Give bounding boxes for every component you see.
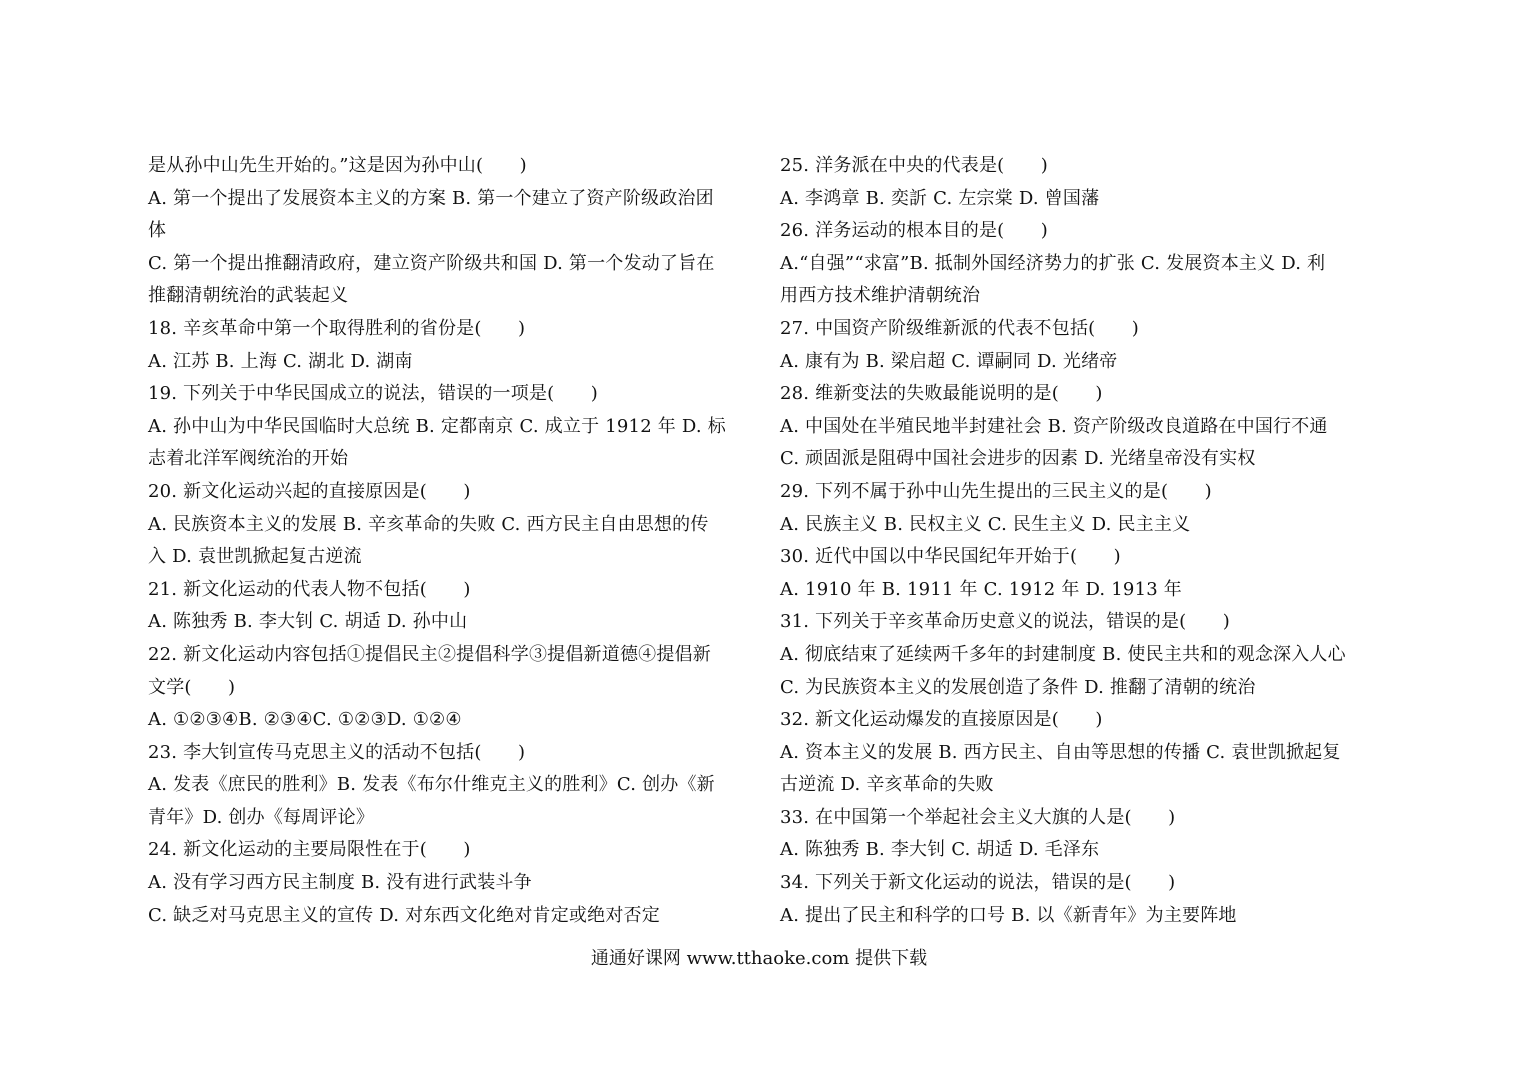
text-line: C. 缺乏对马克思主义的宣传 D. 对东西文化绝对肯定或绝对否定 [148, 904, 660, 926]
text-line: 25. 洋务派在中央的代表是( ) [780, 155, 1048, 176]
left-column [148, 150, 748, 932]
text-line: C. 顽固派是阻碍中国社会进步的因素 D. 光绪皇帝没有实权 [780, 448, 1256, 470]
text-line: 推翻清朝统治的武装起义 [148, 285, 349, 307]
text-line: 是从孙中山先生开始的。”这是因为孙中山( ) [148, 155, 527, 176]
text-line: 志着北洋军阀统治的开始 [148, 448, 349, 470]
text-line: A. 民族主义 B. 民权主义 C. 民生主义 D. 民主主义 [780, 513, 1191, 535]
text-line: A. 提出了民主和科学的口号 B. 以《新青年》为主要阵地 [780, 904, 1237, 926]
text-line: A. 陈独秀 B. 李大钊 C. 胡适 D. 毛泽东 [780, 839, 1100, 861]
text-line: 文学( ) [148, 676, 236, 698]
footer-text: 通通好课网 www.tthaoke.com 提供下载 [590, 948, 928, 969]
text-line: 入 D. 袁世凯掀起复古逆流 [148, 546, 362, 568]
text-line: 30. 近代中国以中华民国纪年开始于( ) [780, 546, 1121, 568]
text-line: A. 李鸿章 B. 奕訢 C. 左宗棠 D. 曾国藩 [780, 187, 1100, 209]
text-line: 27. 中国资产阶级维新派的代表不包括( ) [780, 317, 1139, 339]
text-line: 19. 下列关于中华民国成立的说法，错误的一项是( ) [148, 383, 598, 405]
text-line: A. 没有学习西方民主制度 B. 没有进行武装斗争 [148, 872, 532, 894]
text-line: A. 资本主义的发展 B. 西方民主、自由等思想的传播 C. 袁世凯掀起复 [780, 741, 1341, 763]
text-line: 33. 在中国第一个举起社会主义大旗的人是( ) [780, 806, 1176, 828]
text-line: A. 第一个提出了发展资本主义的方案 B. 第一个建立了资产阶级政治团 [148, 187, 714, 209]
text-line: 24. 新文化运动的主要局限性在于( ) [148, 839, 471, 861]
text-line: A. 中国处在半殖民地半封建社会 B. 资产阶级改良道路在中国行不通 [780, 415, 1328, 437]
text-line: 32. 新文化运动爆发的直接原因是( ) [780, 709, 1103, 731]
text-line: A. 江苏 B. 上海 C. 湖北 D. 湖南 [148, 350, 413, 372]
text-line: C. 为民族资本主义的发展创造了条件 D. 推翻了清朝的统治 [780, 676, 1256, 698]
text-line: 28. 维新变法的失败最能说明的是( ) [780, 383, 1103, 405]
text-line: 29. 下列不属于孙中山先生提出的三民主义的是( ) [780, 480, 1212, 502]
text-line: 26. 洋务运动的根本目的是( ) [780, 220, 1048, 242]
text-line: 青年》D. 创办《每周评论》 [148, 806, 375, 828]
right-column [780, 150, 1380, 932]
text-line: A. ①②③④B. ②③④C. ①②③D. ①②④ [148, 709, 462, 731]
text-line: 20. 新文化运动兴起的直接原因是( ) [148, 480, 471, 502]
text-line: A. 陈独秀 B. 李大钊 C. 胡适 D. 孙中山 [148, 611, 468, 633]
text-line: 22. 新文化运动内容包括①提倡民主②提倡科学③提倡新道德④提倡新 [148, 643, 711, 665]
text-line: 18. 辛亥革命中第一个取得胜利的省份是( ) [148, 317, 526, 339]
text-line: A. 孙中山为中华民国临时大总统 B. 定都南京 C. 成立于 1912 年 D. 标 [148, 415, 726, 437]
text-line: 21. 新文化运动的代表人物不包括( ) [148, 578, 471, 600]
text-line: A. 民族资本主义的发展 B. 辛亥革命的失败 C. 西方民主自由思想的传 [148, 513, 709, 535]
text-line: C. 第一个提出推翻清政府，建立资产阶级共和国 D. 第一个发动了旨在 [148, 252, 715, 274]
text-line: 古逆流 D. 辛亥革命的失败 [780, 774, 994, 796]
text-line: 23. 李大钊宣传马克思主义的活动不包括( ) [148, 741, 526, 763]
text-line: A. 1910 年 B. 1911 年 C. 1912 年 D. 1913 年 [780, 578, 1183, 600]
text-line: 34. 下列关于新文化运动的说法，错误的是( ) [780, 872, 1176, 894]
text-line: 用西方技术维护清朝统治 [780, 285, 981, 307]
text-line: A. 发表《庶民的胜利》B. 发表《布尔什维克主义的胜利》C. 创办《新 [148, 774, 715, 796]
text-line: A.“自强”“求富”B. 抵制外国经济势力的扩张 C. 发展资本主义 D. 利 [780, 252, 1326, 274]
text-line: 体 [148, 220, 167, 242]
text-line: 31. 下列关于辛亥革命历史意义的说法，错误的是( ) [780, 611, 1230, 633]
text-line: A. 康有为 B. 梁启超 C. 谭嗣同 D. 光绪帝 [780, 350, 1118, 372]
text-line: A. 彻底结束了延续两千多年的封建制度 B. 使民主共和的观念深入人心 [780, 643, 1346, 665]
